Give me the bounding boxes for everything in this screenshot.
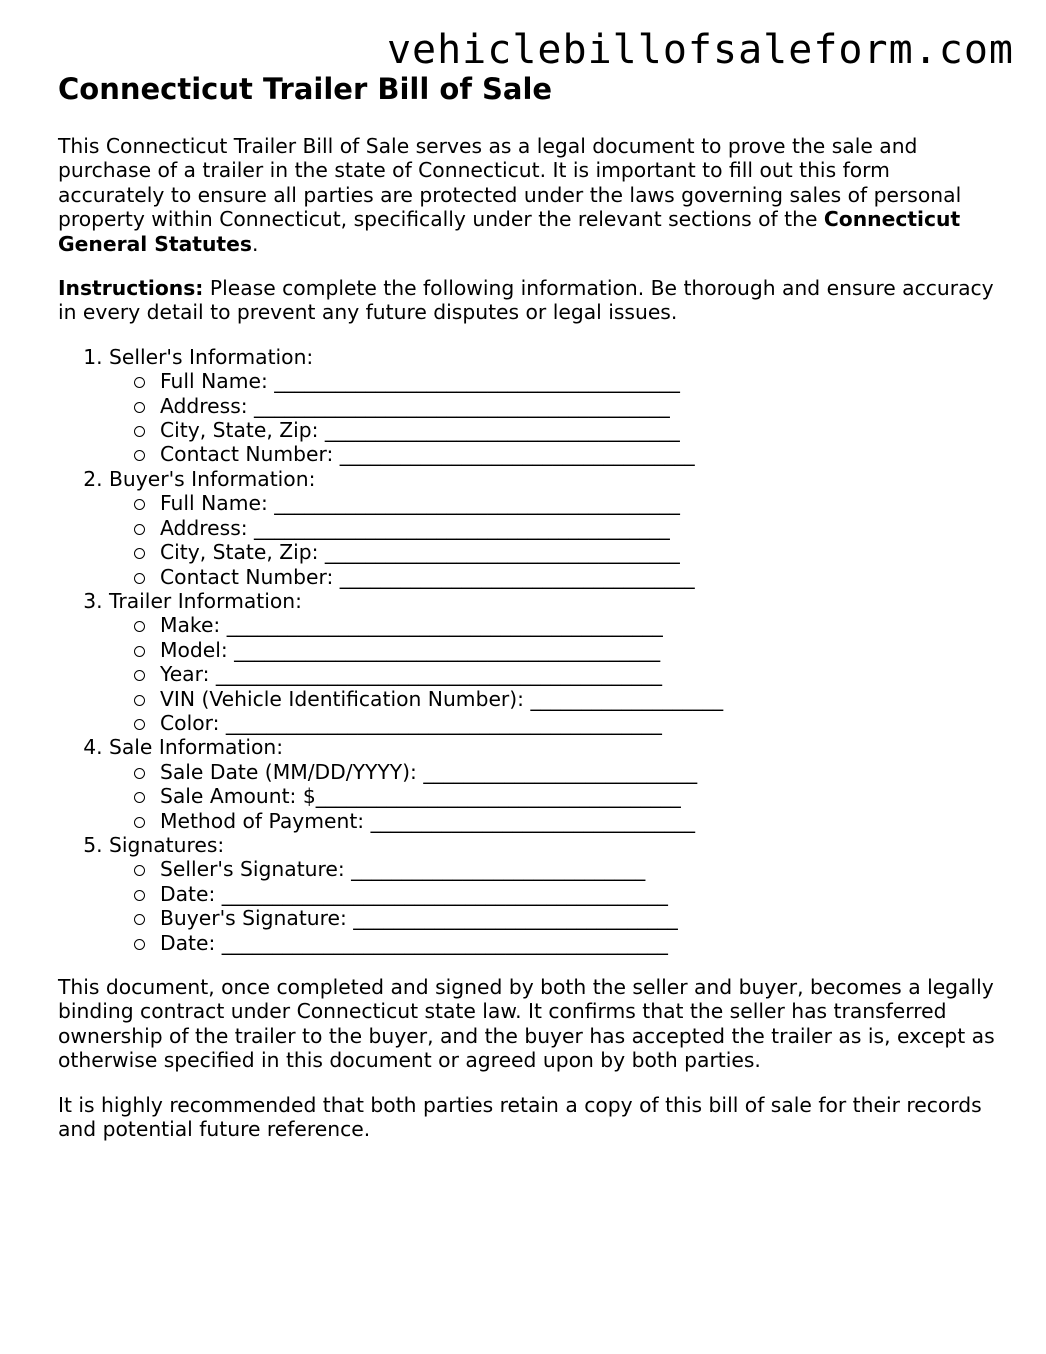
section-sale	[109, 735, 998, 833]
field-trailer-model[interactable]: Model: __________________________________________	[160, 638, 998, 662]
field-sale-amount[interactable]: Sale Amount: $____________________________________	[160, 784, 998, 808]
field-seller-contact-number[interactable]: Contact Number: ___________________________________	[160, 442, 998, 466]
field-trailer-vin[interactable]: VIN (Vehicle Identification Number): ___________________	[160, 687, 998, 711]
field-trailer-year[interactable]: Year: ____________________________________________	[160, 662, 998, 686]
section-title: Signatures:	[109, 832, 225, 857]
field-list	[109, 491, 998, 589]
section-buyer	[109, 467, 998, 589]
form-sections	[58, 345, 998, 955]
field-list	[109, 760, 998, 833]
field-buyer-city-state-zip[interactable]: City, State, Zip: ___________________________________	[160, 540, 998, 564]
field-buyer-address[interactable]: Address: _________________________________________	[160, 516, 998, 540]
field-buyer-signature-date[interactable]: Date: ____________________________________________	[160, 931, 998, 955]
field-list	[109, 613, 998, 735]
page-title: Connecticut Trailer Bill of Sale	[58, 72, 553, 106]
field-buyer-signature[interactable]: Buyer's Signature: ________________________________	[160, 906, 998, 930]
field-seller-signature-date[interactable]: Date: ____________________________________________	[160, 882, 998, 906]
section-trailer	[109, 589, 998, 735]
statutes-reference: Connecticut General Statutes	[58, 207, 961, 256]
section-title: Sale Information:	[109, 735, 284, 760]
section-signatures	[109, 833, 998, 955]
field-sale-date[interactable]: Sale Date (MM/DD/YYYY): ___________________________	[160, 760, 998, 784]
field-list	[109, 857, 998, 955]
field-seller-full-name[interactable]: Full Name: ________________________________________	[160, 369, 998, 393]
field-payment-method[interactable]: Method of Payment: ________________________________	[160, 809, 998, 833]
section-title: Trailer Information:	[109, 588, 302, 613]
closing-paragraph: This document, once completed and signed by both the seller and buyer, becomes a legally binding contract under Connecticut state law. It confirms that the seller has transferred ownership of the trailer to the buyer, and the buyer has accepted the trailer as is, except as otherwise specified in this document or agreed upon by both parties.	[58, 975, 995, 1073]
field-seller-signature[interactable]: Seller's Signature: _____________________________	[160, 857, 998, 881]
field-seller-address[interactable]: Address: _________________________________________	[160, 394, 998, 418]
recommendation-paragraph: It is highly recommended that both parties retain a copy of this bill of sale for their records and potential future reference.	[58, 1092, 982, 1142]
section-title: Seller's Information:	[109, 344, 314, 369]
field-seller-city-state-zip[interactable]: City, State, Zip: ___________________________________	[160, 418, 998, 442]
document-body	[58, 134, 998, 1161]
section-seller	[109, 345, 998, 467]
field-trailer-color[interactable]: Color: ___________________________________________	[160, 711, 998, 735]
instructions-label: Instructions:	[58, 276, 204, 301]
field-trailer-make[interactable]: Make: ___________________________________________	[160, 613, 998, 637]
field-buyer-full-name[interactable]: Full Name: ________________________________________	[160, 491, 998, 515]
field-buyer-contact-number[interactable]: Contact Number: ___________________________________	[160, 565, 998, 589]
instructions-paragraph: Instructions: Please complete the following information. Be thorough and ensure accuracy in every detail to prevent any future disputes or legal issues.	[58, 276, 994, 325]
intro-paragraph: This Connecticut Trailer Bill of Sale serves as a legal document to prove the sale and purchase of a trailer in the state of Connecticut. It is important to fill out this form accurately to ensure all parties are protected under the laws governing sales of personal property within Connecticut, specifically under the relevant sections of the Connecticut General Statutes.	[58, 134, 962, 256]
watermark: vehiclebillofsaleform.com	[386, 27, 1014, 73]
field-list	[109, 369, 998, 467]
section-title: Buyer's Information:	[109, 466, 316, 491]
